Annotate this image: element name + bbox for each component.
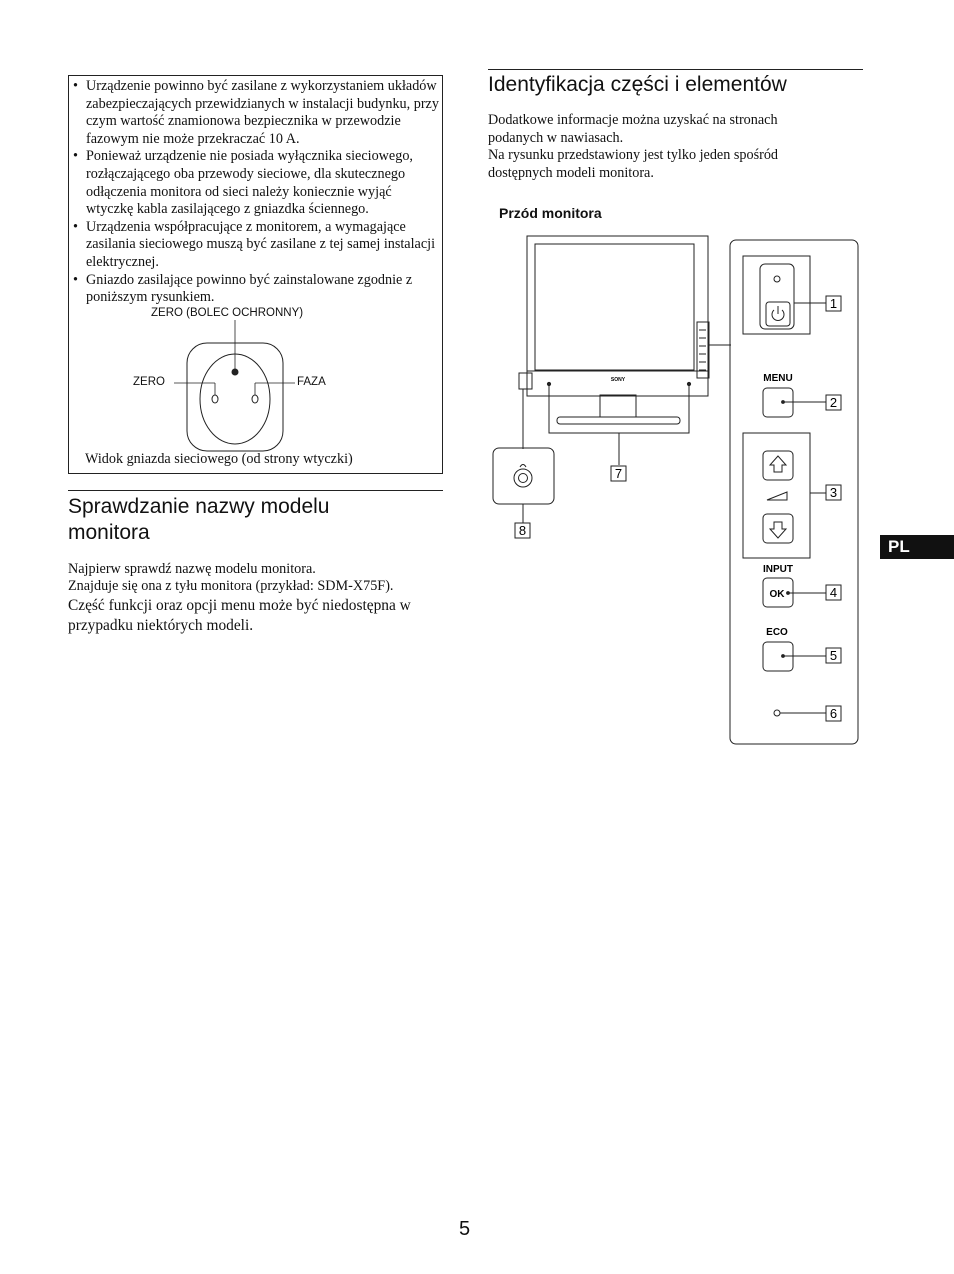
- callout-8: 8: [518, 523, 527, 538]
- menu-label: MENU: [763, 373, 793, 384]
- up-arrow-icon: [770, 456, 786, 472]
- monitor-screen: [535, 244, 694, 370]
- callout-6: 6: [829, 706, 838, 721]
- headphone-jack-outer: [514, 469, 532, 487]
- input-label: INPUT: [763, 564, 793, 575]
- model-text-line: Znajduje się ona z tyłu monitora (przykład: SDM-X75F).: [68, 578, 394, 594]
- bullet: •: [73, 78, 78, 94]
- speaker-bracket: [549, 386, 689, 433]
- power-switch-housing: [760, 264, 794, 329]
- page-number: 5: [459, 1218, 471, 1240]
- phase-label: FAZA: [297, 376, 326, 388]
- parts-text-line: Na rysunku przedstawiony jest tylko jeden spośród dostępnych modeli monitora.: [488, 147, 779, 181]
- socket-caption: Widok gniazda sieciowego (od strony wtyczki): [85, 451, 353, 467]
- ground-label: ZERO (BOLEC OCHRONNY): [151, 307, 304, 319]
- callout-7: 7: [614, 466, 623, 481]
- front-view-subheading: Przód monitora: [499, 205, 602, 221]
- callout-4: 4: [829, 585, 838, 600]
- bullet: •: [73, 148, 78, 165]
- neutral-label: ZERO: [133, 376, 165, 388]
- callout-1: 1: [829, 296, 838, 311]
- down-arrow-icon: [770, 522, 786, 538]
- brightness-icon: [767, 492, 787, 500]
- right-speaker: [687, 382, 690, 385]
- bullet: •: [73, 218, 78, 235]
- notice-item-text: Gniazdo zasilające powinno być zainstalowane zgodnie z poniższym rysunkiem.: [86, 271, 413, 306]
- brand-logo: SONY: [610, 377, 626, 383]
- callout-3: 3: [829, 485, 838, 500]
- callout-5: 5: [829, 648, 838, 663]
- left-speaker: [547, 382, 550, 385]
- headphone-jack-marker: [519, 373, 532, 389]
- model-availability-note: Część funkcji oraz opcji menu może być niedostępna w przypadku niektórych modeli.: [68, 597, 411, 634]
- eco-label: ECO: [766, 627, 788, 638]
- model-section-heading: Sprawdzanie nazwy modelu monitora: [68, 495, 330, 544]
- ok-label: OK: [769, 589, 785, 600]
- headphone-jack-detail: [493, 448, 554, 504]
- language-tab: PL: [880, 535, 954, 559]
- notice-item-text: Urządzenia współpracujące z monitorem, a wymagające zasilania sieciowego muszą być zasilane z tej samej instalacji elektrycznej.: [86, 218, 436, 270]
- monitor-bezel: [527, 236, 708, 396]
- parts-text-line: Dodatkowe informacje można uzyskać na stronach podanych w nawiasach.: [488, 112, 778, 146]
- power-group-frame: [743, 256, 810, 334]
- notice-item-text: Urządzenie powinno być zasilane z wykorzystaniem układów zabezpieczających przewidzianych w instalacji budynku, przy czym wartość znamionowa bezpiecznika w przewodzie fazowym nie może przekraczać 10 A.: [86, 78, 439, 147]
- monitor-stand-base: [557, 417, 680, 424]
- monitor-stand-neck: [600, 395, 636, 417]
- light-sensor: [774, 710, 780, 716]
- model-text-line: Najpierw sprawdź nazwę modelu monitora.: [68, 561, 316, 577]
- arrow-group-frame: [743, 433, 810, 558]
- parts-section-heading: Identyfikacja części i elementów: [488, 73, 787, 96]
- power-indicator: [774, 276, 780, 282]
- bullet: •: [73, 271, 78, 288]
- headphone-jack-inner: [519, 474, 528, 483]
- callout-2: 2: [829, 395, 838, 410]
- notice-item-text: Ponieważ urządzenie nie posiada wyłącznika sieciowego, rozłączającego oba przewody sieciowe, dla skutecznego odłączenia monitora od sieci należy koniecznie wyjąć wtyczkę kabla zasilającego z gniazdka ściennego.: [86, 148, 413, 218]
- headphone-icon: [520, 465, 526, 468]
